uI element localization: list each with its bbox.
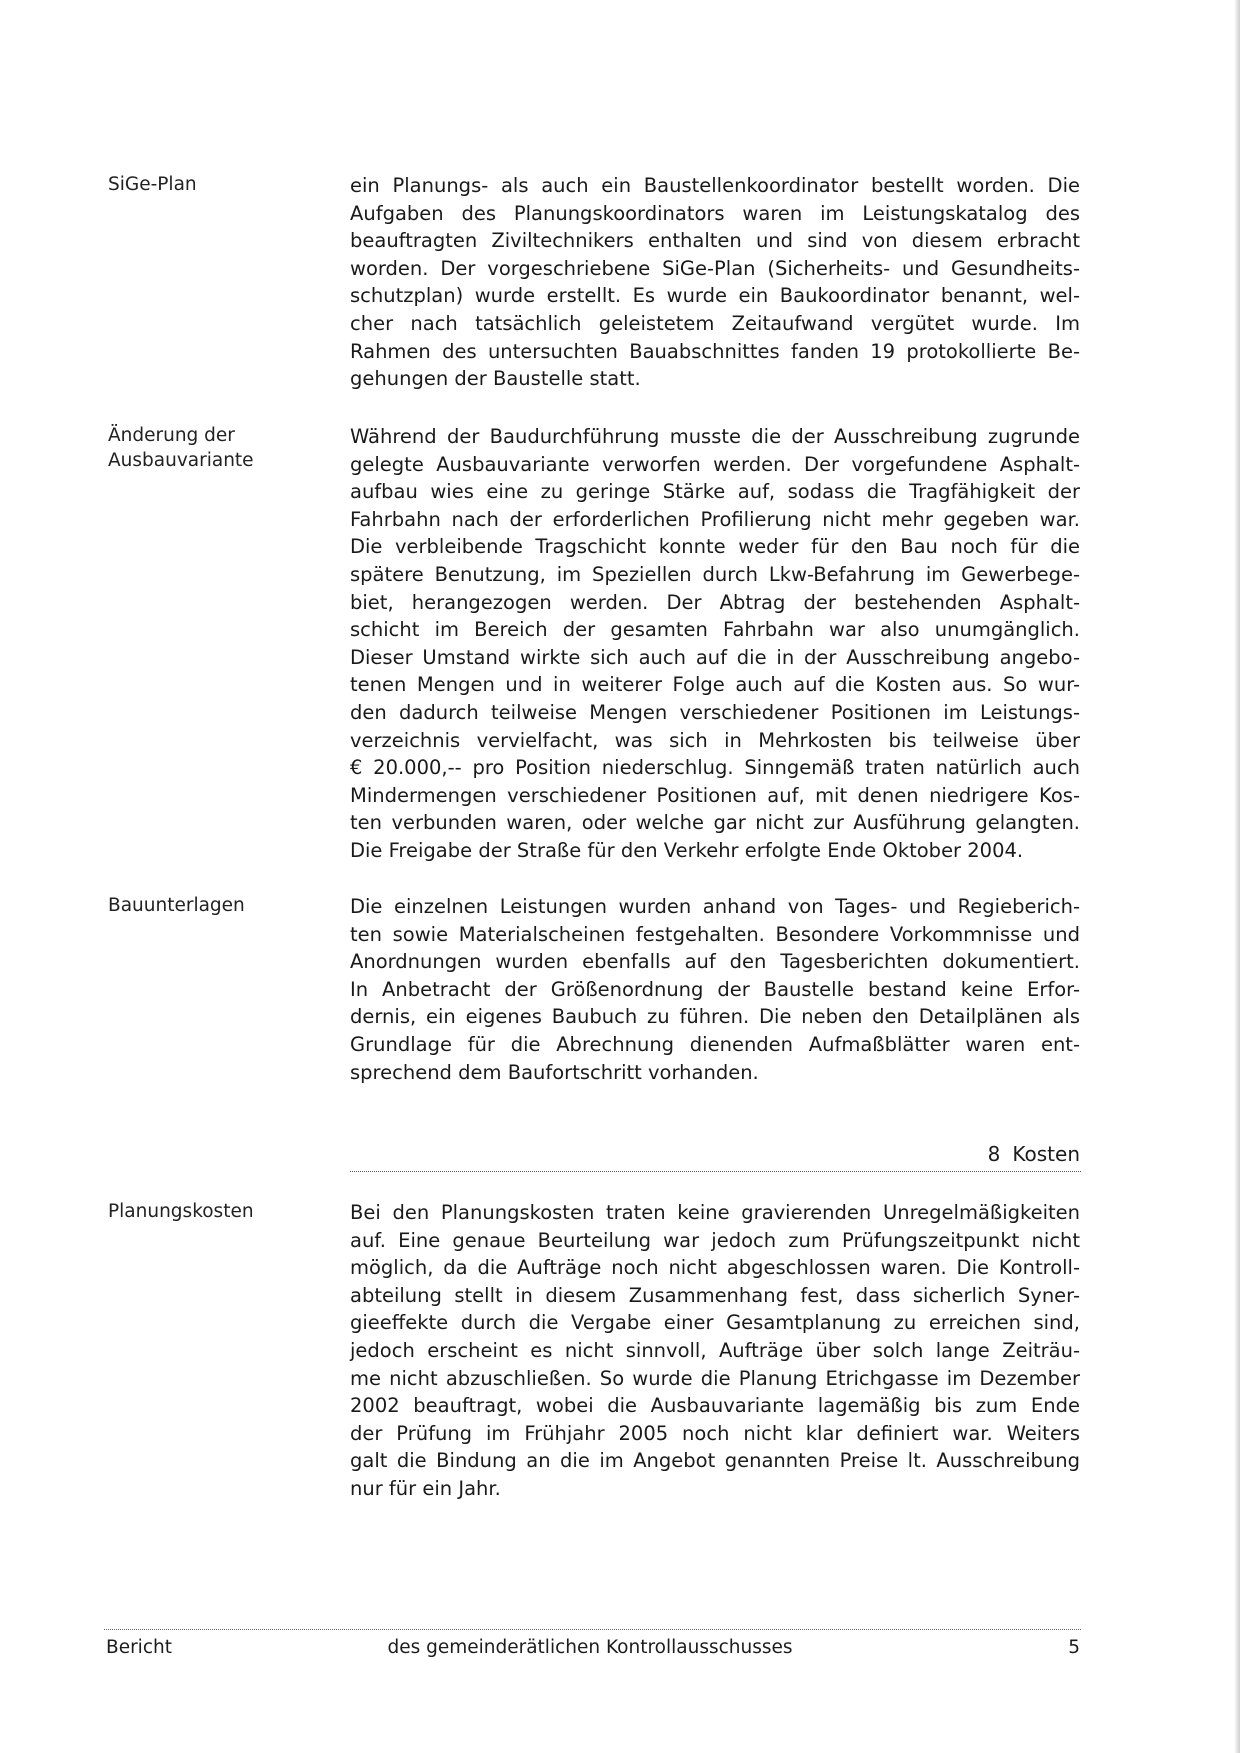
text-line: gelegte Ausbauvariante verworfen werden. Der vorgefundene Asphalt- [350,452,1080,476]
section-number: 8 [987,1142,1001,1166]
scan-edge-shadow [1234,0,1240,1753]
text-line: Dieser Umstand wirkte sich auch auf die in der Ausschreibung angebo- [350,645,1080,669]
text-line: ein Planungs- als auch ein Baustellenkoordinator bestellt worden. Die [350,174,1080,197]
text-line: gehungen der Baustelle statt. [350,367,641,391]
text-line: Bei den Planungskosten traten keine gravierenden Unregelmäßigkeiten [350,1201,1080,1224]
text-line: cher nach tatsächlich geleistetem Zeitaufwand vergütet wurde. Im [350,311,1080,335]
text-line: Die einzelnen Leistungen wurden anhand von Tages- und Regieberich- [350,895,1080,918]
paragraph-ausbauvariante [350,423,1080,865]
heading-divider [350,1171,1081,1172]
section-title: Kosten [1012,1142,1080,1166]
text-line: Die verbleibende Tragschicht konnte weder für den Bau noch für die [350,535,1080,559]
margin-label-line: Änderung der [108,425,235,446]
text-line: dernis, ein eigenes Baubuch zu führen. Die neben den Detailplänen als [350,1005,1080,1029]
text-line: jedoch erscheint es nicht sinnvoll, Aufträge über solch lange Zeiträu- [350,1338,1080,1362]
text-line: Rahmen des untersuchten Bauabschnittes fanden 19 protokollierte Be- [350,339,1080,363]
text-line: beauftragten Ziviltechnikers enthalten und sind von diesem erbracht [350,229,1080,253]
text-line: Grundlage für die Abrechnung dienenden Aufmaßblätter waren ent- [350,1032,1080,1056]
text-line: spätere Benutzung, im Speziellen durch Lkw-Befahrung im Gewerbege- [350,562,1080,586]
text-line: ten verbunden waren, oder welche gar nicht zur Ausführung gelangten. [350,811,1080,835]
text-line: € 20.000,-- pro Position niederschlug. Sinngemäß traten natürlich auch [350,756,1080,780]
text-line: schicht im Bereich der gesamten Fahrbahn war also unumgänglich. [350,618,1080,642]
text-line: ten sowie Materialscheinen festgehalten. Besondere Vorkommnisse und [350,922,1080,946]
paragraph-bauunterlagen [350,893,1080,1086]
footer-left: Bericht [106,1637,172,1658]
text-line: auf. Eine genaue Beurteilung war jedoch zum Prüfungszeitpunkt nicht [350,1228,1080,1252]
text-line: Aufgaben des Planungskoordinators waren im Leistungskatalog des [350,201,1080,225]
text-line: biet, herangezogen werden. Der Abtrag der bestehenden Asphalt- [350,590,1080,614]
margin-label-bauunterlagen: Bauunterlagen [108,895,245,916]
text-line: me nicht abzuschließen. So wurde die Planung Etrichgasse im Dezember [350,1366,1080,1390]
footer-divider [104,1629,1081,1630]
margin-label-sige-plan: SiGe-Plan [108,174,197,195]
text-line: nur für ein Jahr. [350,1476,501,1500]
text-line: gieeffekte durch die Vergabe einer Gesamtplanung zu erreichen sind, [350,1311,1080,1335]
paragraph-sige-plan [350,172,1080,393]
text-line: Während der Baudurchführung musste die der Ausschreibung zugrunde [350,425,1080,448]
text-line: worden. Der vorgeschriebene SiGe-Plan (Sicherheits- und Gesundheits- [350,256,1080,280]
text-line: sprechend dem Baufortschritt vorhanden. [350,1060,759,1084]
footer-center: des gemeinderätlichen Kontrollausschusses [387,1637,793,1658]
margin-label-line: Ausbauvariante [108,450,254,471]
text-line: Mindermengen verschiedener Positionen auf, mit denen niedrigere Kos- [350,783,1080,807]
margin-label-ausbauvariante [108,423,328,473]
text-line: tenen Mengen und in weiterer Folge auch auf die Kosten aus. So wur- [350,673,1080,697]
text-line: schutzplan) wurde erstellt. Es wurde ein Baukoordinator benannt, wel- [350,284,1080,308]
text-line: abteilung stellt in diesem Zusammenhang fest, dass sicherlich Syner- [350,1283,1080,1307]
text-line: 2002 beauftragt, wobei die Ausbauvariante lagemäßig bis zum Ende [350,1394,1080,1418]
text-line: möglich, da die Aufträge noch nicht abgeschlossen waren. Die Kontroll- [350,1256,1080,1280]
text-line: Anordnungen wurden ebenfalls auf den Tagesberichten dokumentiert. [350,950,1080,974]
section-heading-kosten [350,1141,1080,1167]
text-line: der Prüfung im Frühjahr 2005 noch nicht klar definiert war. Weiters [350,1421,1080,1445]
text-line: Die Freigabe der Straße für den Verkehr erfolgte Ende Oktober 2004. [350,838,1024,862]
paragraph-planungskosten [350,1199,1080,1503]
text-line: galt die Bindung an die im Angebot genannten Preise lt. Ausschreibung [350,1449,1080,1473]
text-line: In Anbetracht der Größenordnung der Baustelle bestand keine Erfor- [350,977,1080,1001]
page-number: 5 [1068,1637,1080,1658]
text-line: Fahrbahn nach der erforderlichen Profilierung nicht mehr gegeben war. [350,507,1080,531]
text-line: den dadurch teilweise Mengen verschiedener Positionen im Leistungs- [350,700,1080,724]
margin-label-planungskosten: Planungskosten [108,1201,254,1222]
text-line: verzeichnis vervielfacht, was sich in Mehrkosten bis teilweise über [350,728,1080,752]
text-line: aufbau wies eine zu geringe Stärke auf, sodass die Tragfähigkeit der [350,480,1080,504]
